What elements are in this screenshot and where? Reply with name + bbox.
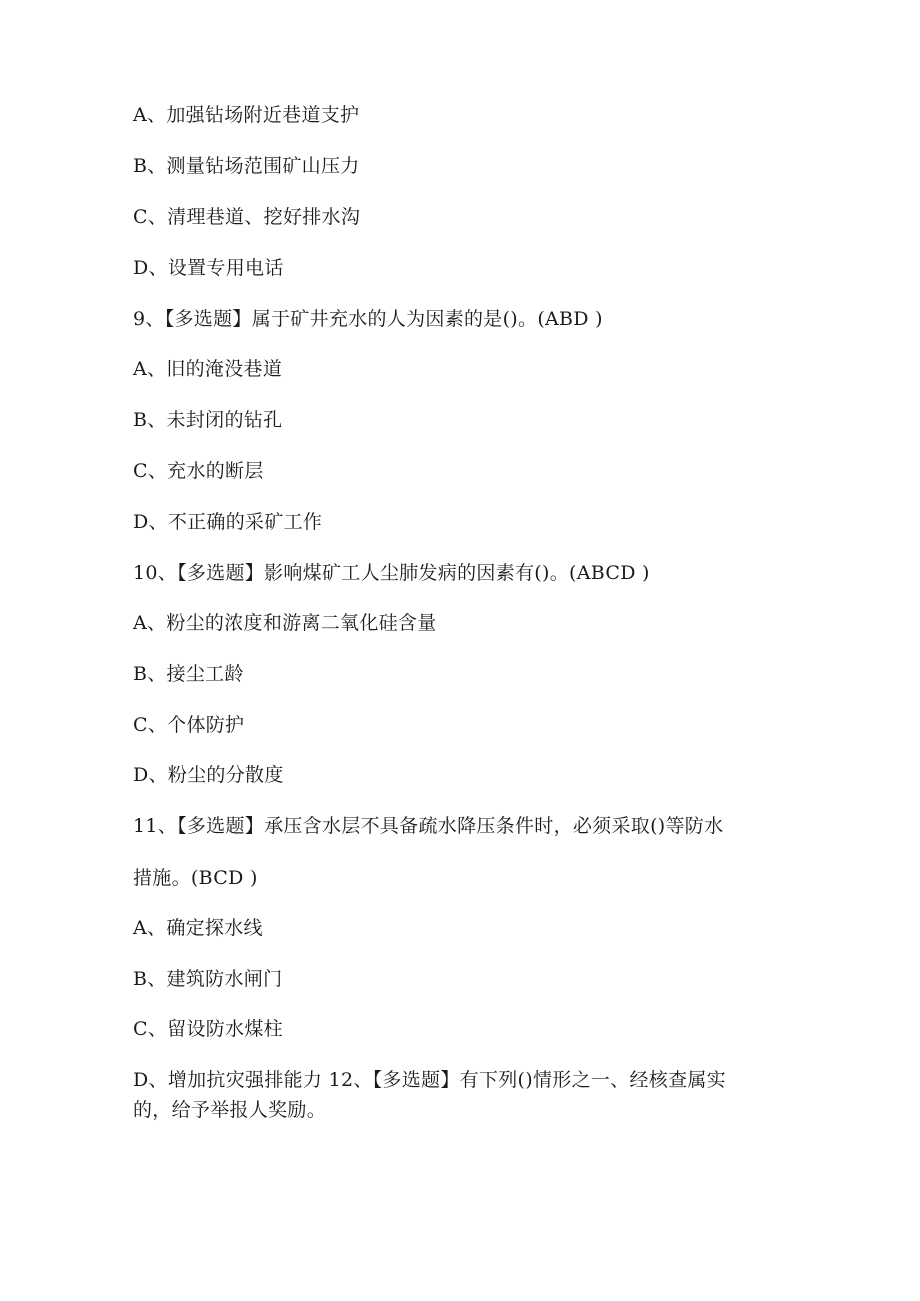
option-text: B、接尘工龄 (133, 663, 244, 685)
option-text: A、加强钻场附近巷道支护 (133, 104, 360, 126)
option-and-question-text: D、增加抗灾强排能力 12、【多选题】有下列()情形之一、经核查属实 (133, 1069, 726, 1091)
option-text: C、个体防护 (133, 714, 245, 736)
option-text: A、确定探水线 (133, 917, 263, 939)
option-text: A、旧的淹没巷道 (133, 358, 283, 380)
option-text: B、未封闭的钻孔 (133, 409, 283, 431)
option-text: B、测量钻场范围矿山压力 (133, 155, 360, 177)
option-text: D、不正确的采矿工作 (133, 511, 323, 533)
question-text: 11、【多选题】承压含水层不具备疏水降压条件时，必须采取()等防水 (133, 815, 724, 837)
question-text: 10、【多选题】影响煤矿工人尘肺发病的因素有()。(ABCD ) (133, 562, 650, 584)
option-text: C、留设防水煤柱 (133, 1018, 283, 1040)
option-text: A、粉尘的浓度和游离二氧化硅含量 (133, 612, 437, 634)
option-text: D、粉尘的分散度 (133, 764, 284, 786)
option-text: B、建筑防水闸门 (133, 968, 283, 990)
question-text-continued: 措施。(BCD ) (133, 867, 258, 889)
option-text: C、清理巷道、挖好排水沟 (133, 206, 361, 228)
question-text-continued: 的，给予举报人奖励。 (133, 1099, 327, 1121)
question-text: 9、【多选题】属于矿井充水的人为因素的是()。(ABD ) (133, 308, 603, 330)
option-text: C、充水的断层 (133, 460, 264, 482)
option-text: D、设置专用电话 (133, 257, 284, 279)
